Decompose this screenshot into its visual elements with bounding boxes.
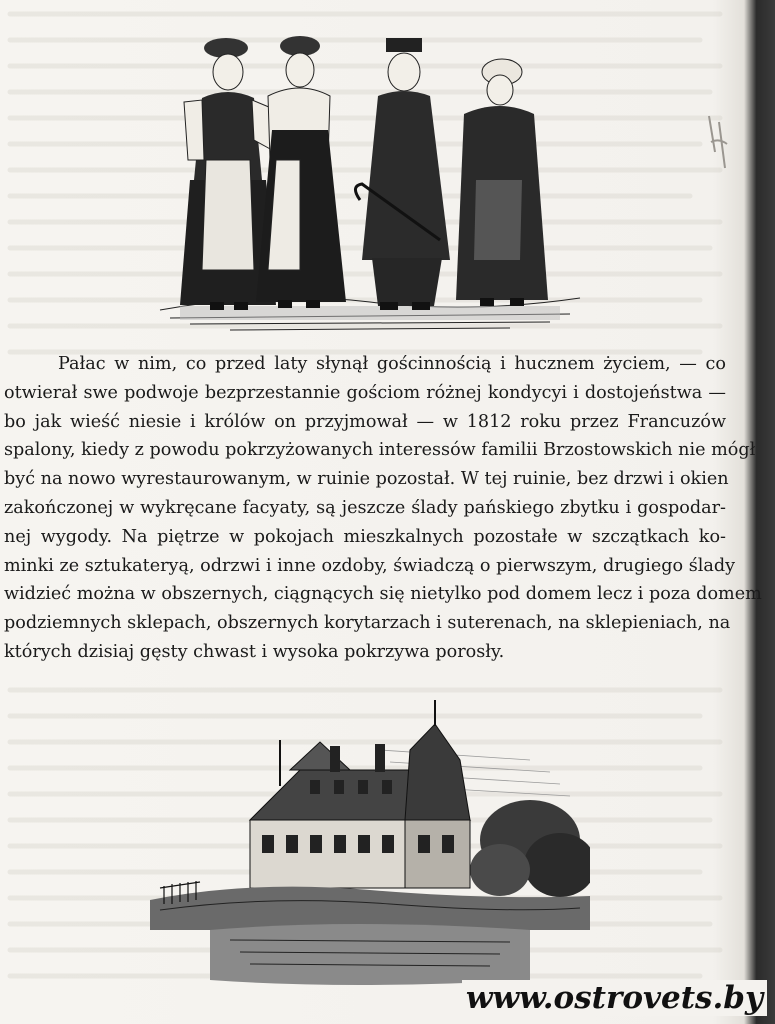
trees [470,800,590,897]
main-paragraph [4,350,762,667]
paragraph-line-8: minki ze sztukateryą, odrzwi i inne ozdoby, świadczą o pierwszym, drugiego ślady [4,555,736,576]
palace-ruin-engraving [150,690,590,995]
folk-costume-engraving [150,10,590,340]
figure-man-with-cane [355,38,450,310]
paragraph-line-3: bo jak wieść niesie i królów on przyjmował — w 1812 roku przez Francuzów [4,411,726,432]
paragraph-line-7: nej wygody. Na piętrze w pokojach mieszkalnych pozostałe w szczątkach ko- [4,526,726,547]
figure-woman-second [256,36,346,308]
paragraph-line-6: zakończonej w wykręcane facyaty, są jeszcze ślady pańskiego zbytku i gospodar- [4,497,726,518]
paragraph-line-1: Pałac w nim, co przed laty słynął gościnnością i hucznem życiem, — co [58,354,726,374]
paragraph-line-9: widzieć można w obszernych, ciągnących się nietylko pod domem lecz i poza domem [4,584,762,605]
margin-pencil-mark [705,112,731,172]
figure-woman-right [456,59,548,306]
foreground-vegetation [150,881,590,985]
site-watermark: www.ostrovets.by [462,980,767,1016]
paragraph-line-2: otwierał swe podwoje bezprzestannie gościom różnej kondycyi i dostojeństwa — [4,382,726,403]
paragraph-line-10: podziemnych sklepach, obszernych korytarzach i suterenach, na sklepieniach, na [4,613,731,634]
paragraph-line-4: spalony, kiedy z powodu pokrzyżowanych interessów familii Brzostowskich nie mógł [4,440,756,461]
paragraph-line-11: których dzisiaj gęsty chwast i wysoka pokrzywa porosły. [4,641,505,662]
palace-building [250,700,470,888]
paragraph-line-5: być na nowo wyrestaurowanym, w ruinie pozostał. W tej ruinie, bez drzwi i okien [4,469,729,490]
